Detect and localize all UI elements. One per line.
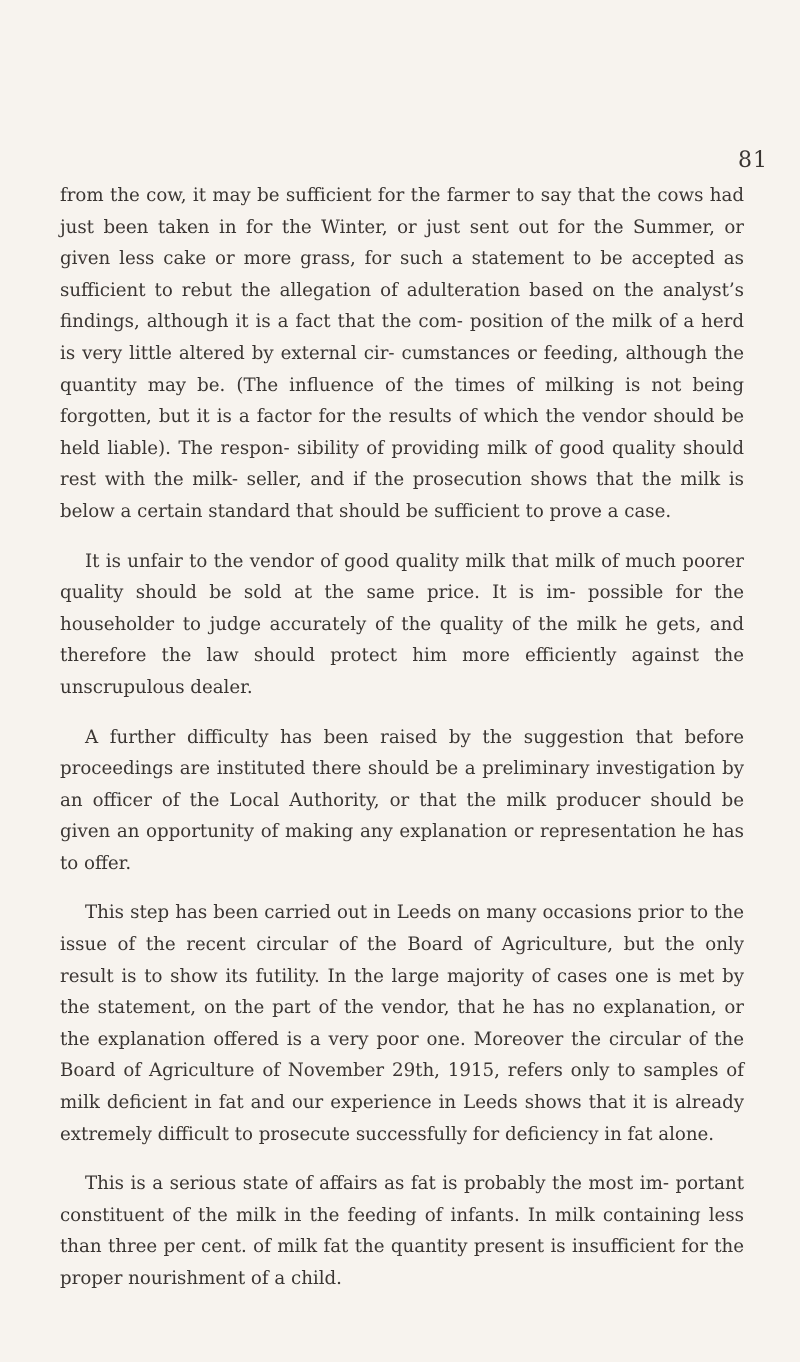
paragraph-further-difficulty: A further difficulty has been raised by the suggestion that before proceedings are instituted there should be a preliminary investigation by an officer of the Local Authority, or that the milk producer should be given an opportunity of making any explanation or representation he has to offer.: [60, 726, 744, 874]
paragraph-unfair-to-vendor: It is unfair to the vendor of good quality milk that milk of much poorer quality should be sold at the same price. It is im- possible for the householder to judge accurately of the quality of the milk he gets, and therefore the law should protect him more efficiently against the unscrupulous dealer.: [60, 550, 744, 698]
paragraph-continuation: from the cow, it may be sufficient for the farmer to say that the cows had just been taken in for the Winter, or just sent out for the Summer, or given less cake or more grass, for such a statement to be accepted as sufficient to rebut the allegation of adulteration based on the analyst’s findings, although it is a fact that the com- position of the milk of a herd is very little altered by external cir- cumstances or feeding, although the quantity may be. (The influence of the times of milking is not being forgotten, but it is a factor for the results of which the vendor should be held liable). The respon- sibility of providing milk of good quality should rest with the milk- seller, and if the prosecution shows that the milk is below a certain standard that should be sufficient to prove a case.: [60, 185, 744, 522]
page-number: 81: [738, 148, 768, 173]
paragraph-leeds-step: This step has been carried out in Leeds on many occasions prior to the issue of the recent circular of the Board of Agriculture, but the only result is to show its futility. In the large majority of cases one is met by the statement, on the part of the vendor, that he has no explanation, or the explanation offered is a very poor one. Moreover the circular of the Board of Agriculture of November 29th, 1915, refers only to samples of milk deficient in fat and our experience in Leeds shows that it is already extremely difficult to prosecute successfully for deficiency in fat alone.: [60, 902, 744, 1145]
paragraph-serious-state: This is a serious state of affairs as fat is probably the most im- portant constituent of the milk in the feeding of infants. In milk containing less than three per cent. of milk fat the quantity present is insufficient for the proper nourishment of a child.: [60, 1173, 744, 1289]
body-text: [60, 180, 744, 1313]
